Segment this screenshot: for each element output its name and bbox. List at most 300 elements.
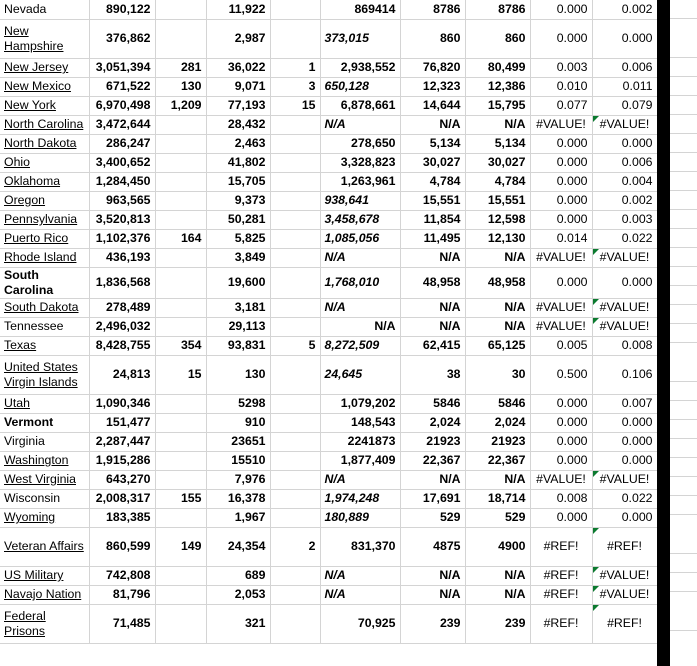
- value-cell[interactable]: 529: [465, 508, 530, 527]
- error-cell[interactable]: #VALUE!: [592, 248, 657, 267]
- value-cell[interactable]: 77,193: [206, 96, 270, 115]
- value-cell[interactable]: [270, 19, 320, 58]
- value-cell[interactable]: 30: [465, 355, 530, 394]
- value-cell[interactable]: [155, 210, 206, 229]
- error-cell[interactable]: #REF!: [530, 604, 592, 643]
- error-cell[interactable]: #REF!: [592, 527, 657, 566]
- value-cell[interactable]: 239: [465, 604, 530, 643]
- value-cell[interactable]: 376,862: [89, 19, 155, 58]
- value-cell[interactable]: [270, 267, 320, 298]
- value-cell[interactable]: 8,428,755: [89, 336, 155, 355]
- value-cell[interactable]: 7,976: [206, 470, 270, 489]
- value-cell[interactable]: 5,825: [206, 229, 270, 248]
- row-label-cell[interactable]: [0, 96, 89, 115]
- value-cell[interactable]: 2,008,317: [89, 489, 155, 508]
- value-cell[interactable]: 0.010: [530, 77, 592, 96]
- value-cell[interactable]: 0.022: [592, 489, 657, 508]
- value-cell[interactable]: 963,565: [89, 191, 155, 210]
- value-cell[interactable]: 0.022: [592, 229, 657, 248]
- row-label-cell[interactable]: [0, 134, 89, 153]
- right-pane-row: [670, 96, 697, 115]
- value-cell[interactable]: N/A: [400, 298, 465, 317]
- value-cell[interactable]: N/A: [465, 248, 530, 267]
- value-cell[interactable]: 278,650: [320, 134, 400, 153]
- value-cell[interactable]: 1,079,202: [320, 394, 400, 413]
- value-cell[interactable]: [155, 566, 206, 585]
- value-cell[interactable]: 8786: [465, 0, 530, 19]
- value-cell[interactable]: 8,272,509: [320, 336, 400, 355]
- value-cell[interactable]: 3,400,652: [89, 153, 155, 172]
- value-cell[interactable]: [155, 394, 206, 413]
- value-cell[interactable]: 15,551: [465, 191, 530, 210]
- value-cell[interactable]: 529: [400, 508, 465, 527]
- row-label: South Dakota: [4, 300, 79, 314]
- value-cell[interactable]: 1,877,409: [320, 451, 400, 470]
- row-label: North Dakota: [4, 136, 77, 150]
- value-cell[interactable]: 71,485: [89, 604, 155, 643]
- row-label-cell[interactable]: [0, 317, 89, 336]
- right-pane-row: [670, 134, 697, 153]
- row-label-cell[interactable]: [0, 58, 89, 77]
- error-cell[interactable]: #VALUE!: [530, 248, 592, 267]
- value-cell[interactable]: 373,015: [320, 19, 400, 58]
- value-cell[interactable]: [155, 134, 206, 153]
- value-cell[interactable]: 0.000: [530, 153, 592, 172]
- value-cell[interactable]: [155, 585, 206, 604]
- value-cell[interactable]: 18,714: [465, 489, 530, 508]
- value-cell[interactable]: [270, 394, 320, 413]
- error-cell[interactable]: #REF!: [592, 604, 657, 643]
- value-cell[interactable]: 0.000: [592, 134, 657, 153]
- error-cell[interactable]: #VALUE!: [530, 115, 592, 134]
- value-cell[interactable]: 0.000: [530, 451, 592, 470]
- value-cell[interactable]: [155, 172, 206, 191]
- value-cell[interactable]: 15: [155, 355, 206, 394]
- value-cell[interactable]: 22,367: [400, 451, 465, 470]
- value-cell[interactable]: N/A: [400, 585, 465, 604]
- row-label-cell[interactable]: [0, 489, 89, 508]
- value-cell[interactable]: 3,328,823: [320, 153, 400, 172]
- value-cell[interactable]: 0.000: [592, 451, 657, 470]
- value-cell[interactable]: 36,022: [206, 58, 270, 77]
- value-cell[interactable]: 21923: [465, 432, 530, 451]
- value-cell[interactable]: N/A: [320, 248, 400, 267]
- row-label-cell[interactable]: [0, 191, 89, 210]
- value-cell[interactable]: 15,551: [400, 191, 465, 210]
- value-cell[interactable]: 4,784: [400, 172, 465, 191]
- value-cell[interactable]: [155, 115, 206, 134]
- value-cell[interactable]: 0.000: [592, 432, 657, 451]
- value-cell[interactable]: [155, 432, 206, 451]
- row-label-cell[interactable]: [0, 229, 89, 248]
- value-cell[interactable]: 0.000: [530, 508, 592, 527]
- value-cell[interactable]: 0.000: [530, 394, 592, 413]
- value-cell[interactable]: 2: [270, 527, 320, 566]
- value-cell[interactable]: N/A: [400, 566, 465, 585]
- value-cell[interactable]: 15,795: [465, 96, 530, 115]
- value-cell[interactable]: N/A: [465, 115, 530, 134]
- value-cell[interactable]: 29,113: [206, 317, 270, 336]
- value-cell[interactable]: 0.002: [592, 191, 657, 210]
- value-cell[interactable]: 8786: [400, 0, 465, 19]
- value-cell[interactable]: 148,543: [320, 413, 400, 432]
- value-cell[interactable]: 3,472,644: [89, 115, 155, 134]
- value-cell[interactable]: 1,915,286: [89, 451, 155, 470]
- error-cell[interactable]: #VALUE!: [592, 115, 657, 134]
- value-cell[interactable]: 0.000: [530, 172, 592, 191]
- row-label-cell[interactable]: [0, 470, 89, 489]
- value-cell[interactable]: 3,051,394: [89, 58, 155, 77]
- value-cell[interactable]: 11,922: [206, 0, 270, 19]
- value-cell[interactable]: 239: [400, 604, 465, 643]
- value-cell[interactable]: [270, 317, 320, 336]
- value-cell[interactable]: 0.000: [530, 19, 592, 58]
- row-label-cell[interactable]: [0, 0, 89, 19]
- value-cell[interactable]: 278,489: [89, 298, 155, 317]
- value-cell[interactable]: 0.079: [592, 96, 657, 115]
- value-cell[interactable]: N/A: [400, 470, 465, 489]
- value-cell[interactable]: 2,024: [400, 413, 465, 432]
- row-label-cell[interactable]: [0, 336, 89, 355]
- row-label-cell[interactable]: [0, 585, 89, 604]
- row-label-cell[interactable]: [0, 153, 89, 172]
- value-cell[interactable]: 2,024: [465, 413, 530, 432]
- value-cell[interactable]: 1,836,568: [89, 267, 155, 298]
- error-cell[interactable]: #VALUE!: [592, 470, 657, 489]
- value-cell[interactable]: [155, 267, 206, 298]
- value-cell[interactable]: 1,284,450: [89, 172, 155, 191]
- row-label-cell[interactable]: [0, 413, 89, 432]
- value-cell[interactable]: 130: [155, 77, 206, 96]
- value-cell[interactable]: 2,496,032: [89, 317, 155, 336]
- value-cell[interactable]: 24,645: [320, 355, 400, 394]
- row-label-cell[interactable]: [0, 210, 89, 229]
- value-cell[interactable]: N/A: [320, 317, 400, 336]
- value-cell[interactable]: 1,102,376: [89, 229, 155, 248]
- value-cell[interactable]: 0.000: [592, 19, 657, 58]
- value-cell[interactable]: [270, 0, 320, 19]
- error-cell[interactable]: #VALUE!: [592, 566, 657, 585]
- value-cell[interactable]: [155, 248, 206, 267]
- value-cell[interactable]: 860,599: [89, 527, 155, 566]
- error-cell[interactable]: #VALUE!: [530, 298, 592, 317]
- value-cell[interactable]: [155, 0, 206, 19]
- value-cell[interactable]: 689: [206, 566, 270, 585]
- value-cell[interactable]: N/A: [320, 298, 400, 317]
- value-cell[interactable]: 0.000: [592, 413, 657, 432]
- value-cell[interactable]: [155, 298, 206, 317]
- value-cell[interactable]: 0.000: [592, 267, 657, 298]
- value-cell[interactable]: [270, 153, 320, 172]
- value-cell[interactable]: 0.500: [530, 355, 592, 394]
- value-cell[interactable]: 12,598: [465, 210, 530, 229]
- value-cell[interactable]: 4900: [465, 527, 530, 566]
- value-cell[interactable]: [270, 172, 320, 191]
- value-cell[interactable]: N/A: [465, 585, 530, 604]
- value-cell[interactable]: N/A: [320, 566, 400, 585]
- value-cell[interactable]: 2,053: [206, 585, 270, 604]
- row-label-cell[interactable]: [0, 508, 89, 527]
- value-cell[interactable]: 4,784: [465, 172, 530, 191]
- value-cell[interactable]: 9,071: [206, 77, 270, 96]
- error-cell[interactable]: #VALUE!: [592, 585, 657, 604]
- value-cell[interactable]: 11,854: [400, 210, 465, 229]
- row-label-cell[interactable]: [0, 298, 89, 317]
- value-cell[interactable]: 2,987: [206, 19, 270, 58]
- value-cell[interactable]: 0.008: [592, 336, 657, 355]
- row-label-cell[interactable]: [0, 566, 89, 585]
- value-cell[interactable]: [155, 413, 206, 432]
- value-cell[interactable]: 28,432: [206, 115, 270, 134]
- value-cell[interactable]: 12,130: [465, 229, 530, 248]
- value-cell[interactable]: 15,705: [206, 172, 270, 191]
- value-cell[interactable]: N/A: [320, 115, 400, 134]
- value-cell[interactable]: 1,967: [206, 508, 270, 527]
- value-cell[interactable]: 11,495: [400, 229, 465, 248]
- row-label-cell[interactable]: [0, 115, 89, 134]
- table-row: [0, 19, 657, 58]
- value-cell[interactable]: 3,458,678: [320, 210, 400, 229]
- value-cell[interactable]: 1,090,346: [89, 394, 155, 413]
- value-cell[interactable]: 5846: [400, 394, 465, 413]
- value-cell[interactable]: 14,644: [400, 96, 465, 115]
- value-cell[interactable]: 0.007: [592, 394, 657, 413]
- value-cell[interactable]: 910: [206, 413, 270, 432]
- value-cell[interactable]: N/A: [320, 470, 400, 489]
- value-cell[interactable]: 1: [270, 58, 320, 77]
- value-cell[interactable]: 30,027: [400, 153, 465, 172]
- value-cell[interactable]: [270, 248, 320, 267]
- value-cell[interactable]: 0.000: [530, 210, 592, 229]
- value-cell[interactable]: [270, 413, 320, 432]
- value-cell[interactable]: 1,768,010: [320, 267, 400, 298]
- value-cell[interactable]: 15510: [206, 451, 270, 470]
- value-cell[interactable]: 38: [400, 355, 465, 394]
- value-cell[interactable]: 65,125: [465, 336, 530, 355]
- error-cell[interactable]: #REF!: [530, 566, 592, 585]
- value-cell[interactable]: 41,802: [206, 153, 270, 172]
- value-cell[interactable]: 742,808: [89, 566, 155, 585]
- value-cell[interactable]: 281: [155, 58, 206, 77]
- value-cell[interactable]: N/A: [400, 115, 465, 134]
- right-pane-row: [670, 573, 697, 592]
- value-cell[interactable]: 9,373: [206, 191, 270, 210]
- value-cell[interactable]: 155: [155, 489, 206, 508]
- value-cell[interactable]: 831,370: [320, 527, 400, 566]
- value-cell[interactable]: 130: [206, 355, 270, 394]
- value-cell[interactable]: N/A: [465, 470, 530, 489]
- value-cell[interactable]: 3,849: [206, 248, 270, 267]
- value-cell[interactable]: 151,477: [89, 413, 155, 432]
- value-cell[interactable]: 286,247: [89, 134, 155, 153]
- value-cell[interactable]: 2,938,552: [320, 58, 400, 77]
- value-cell[interactable]: 180,889: [320, 508, 400, 527]
- value-cell[interactable]: 0.000: [530, 413, 592, 432]
- value-cell[interactable]: [270, 432, 320, 451]
- value-cell[interactable]: [155, 153, 206, 172]
- value-cell[interactable]: 22,367: [465, 451, 530, 470]
- row-label-cell[interactable]: [0, 248, 89, 267]
- value-cell[interactable]: 0.002: [592, 0, 657, 19]
- value-cell[interactable]: 16,378: [206, 489, 270, 508]
- value-cell[interactable]: 0.000: [530, 0, 592, 19]
- value-cell[interactable]: 19,600: [206, 267, 270, 298]
- value-cell[interactable]: 62,415: [400, 336, 465, 355]
- value-cell[interactable]: 3: [270, 77, 320, 96]
- value-cell[interactable]: [270, 451, 320, 470]
- value-cell[interactable]: N/A: [465, 566, 530, 585]
- value-cell[interactable]: 0.006: [592, 153, 657, 172]
- value-cell[interactable]: 50,281: [206, 210, 270, 229]
- value-cell[interactable]: [270, 191, 320, 210]
- value-cell[interactable]: 6,878,661: [320, 96, 400, 115]
- value-cell[interactable]: [270, 585, 320, 604]
- value-cell[interactable]: 3,520,813: [89, 210, 155, 229]
- value-cell[interactable]: 650,128: [320, 77, 400, 96]
- error-cell[interactable]: #VALUE!: [530, 470, 592, 489]
- value-cell[interactable]: N/A: [400, 317, 465, 336]
- value-cell[interactable]: 0.000: [530, 134, 592, 153]
- right-pane-row: [670, 153, 697, 172]
- value-cell[interactable]: 0.005: [530, 336, 592, 355]
- value-cell[interactable]: 0.106: [592, 355, 657, 394]
- value-cell[interactable]: 4875: [400, 527, 465, 566]
- value-cell[interactable]: 0.006: [592, 58, 657, 77]
- value-cell[interactable]: 0.008: [530, 489, 592, 508]
- row-label-cell[interactable]: [0, 77, 89, 96]
- value-cell[interactable]: 0.004: [592, 172, 657, 191]
- value-cell[interactable]: [270, 355, 320, 394]
- value-cell[interactable]: [270, 210, 320, 229]
- value-cell[interactable]: 938,641: [320, 191, 400, 210]
- value-cell[interactable]: 5298: [206, 394, 270, 413]
- value-cell[interactable]: [155, 19, 206, 58]
- value-cell[interactable]: N/A: [400, 248, 465, 267]
- value-cell[interactable]: [155, 317, 206, 336]
- value-cell[interactable]: [270, 115, 320, 134]
- value-cell[interactable]: 93,831: [206, 336, 270, 355]
- value-cell[interactable]: 869414: [320, 0, 400, 19]
- right-pane-row: [670, 267, 697, 286]
- value-cell[interactable]: 183,385: [89, 508, 155, 527]
- value-cell[interactable]: [155, 191, 206, 210]
- value-cell[interactable]: 24,813: [89, 355, 155, 394]
- value-cell[interactable]: [270, 134, 320, 153]
- row-label-cell[interactable]: [0, 19, 89, 58]
- value-cell[interactable]: 5,134: [465, 134, 530, 153]
- value-cell[interactable]: [155, 508, 206, 527]
- value-cell[interactable]: 12,323: [400, 77, 465, 96]
- value-cell[interactable]: N/A: [465, 317, 530, 336]
- value-cell[interactable]: N/A: [465, 298, 530, 317]
- value-cell[interactable]: 5846: [465, 394, 530, 413]
- value-cell[interactable]: 2,287,447: [89, 432, 155, 451]
- value-cell[interactable]: 48,958: [465, 267, 530, 298]
- value-cell[interactable]: 0.014: [530, 229, 592, 248]
- value-cell[interactable]: 436,193: [89, 248, 155, 267]
- value-cell[interactable]: 321: [206, 604, 270, 643]
- row-label-cell[interactable]: [0, 172, 89, 191]
- value-cell[interactable]: 48,958: [400, 267, 465, 298]
- table-row: [0, 267, 657, 298]
- value-cell[interactable]: 860: [465, 19, 530, 58]
- row-label-cell[interactable]: [0, 267, 89, 298]
- value-cell[interactable]: 149: [155, 527, 206, 566]
- row-label-cell[interactable]: [0, 432, 89, 451]
- value-cell[interactable]: 5: [270, 336, 320, 355]
- row-label-cell[interactable]: [0, 394, 89, 413]
- value-cell[interactable]: 354: [155, 336, 206, 355]
- value-cell[interactable]: 0.077: [530, 96, 592, 115]
- value-cell[interactable]: [270, 229, 320, 248]
- value-cell[interactable]: 1,974,248: [320, 489, 400, 508]
- value-cell[interactable]: 6,970,498: [89, 96, 155, 115]
- value-cell[interactable]: 1,085,056: [320, 229, 400, 248]
- value-cell[interactable]: 23651: [206, 432, 270, 451]
- value-cell[interactable]: [155, 470, 206, 489]
- value-cell[interactable]: 5,134: [400, 134, 465, 153]
- value-cell[interactable]: 671,522: [89, 77, 155, 96]
- row-label-cell[interactable]: [0, 355, 89, 394]
- row-label-cell[interactable]: [0, 604, 89, 643]
- value-cell[interactable]: 0.000: [530, 267, 592, 298]
- value-cell[interactable]: [270, 298, 320, 317]
- value-cell[interactable]: [270, 508, 320, 527]
- value-cell[interactable]: 15: [270, 96, 320, 115]
- value-cell[interactable]: 0.000: [530, 432, 592, 451]
- value-cell[interactable]: [270, 566, 320, 585]
- value-cell[interactable]: 643,270: [89, 470, 155, 489]
- error-cell[interactable]: #VALUE!: [592, 298, 657, 317]
- error-cell[interactable]: #VALUE!: [592, 317, 657, 336]
- value-cell[interactable]: 70,925: [320, 604, 400, 643]
- value-cell[interactable]: 12,386: [465, 77, 530, 96]
- value-cell[interactable]: [270, 604, 320, 643]
- value-cell[interactable]: 0.011: [592, 77, 657, 96]
- value-cell[interactable]: 0.000: [530, 191, 592, 210]
- value-cell[interactable]: [270, 489, 320, 508]
- value-cell[interactable]: [270, 470, 320, 489]
- value-cell[interactable]: 0.003: [530, 58, 592, 77]
- error-cell[interactable]: #REF!: [530, 585, 592, 604]
- value-cell[interactable]: [155, 451, 206, 470]
- value-cell[interactable]: 0.000: [592, 508, 657, 527]
- value-cell[interactable]: 24,354: [206, 527, 270, 566]
- value-cell[interactable]: 1,209: [155, 96, 206, 115]
- value-cell[interactable]: 0.003: [592, 210, 657, 229]
- value-cell[interactable]: 2241873: [320, 432, 400, 451]
- value-cell[interactable]: [155, 604, 206, 643]
- value-cell[interactable]: 80,499: [465, 58, 530, 77]
- error-cell[interactable]: #REF!: [530, 527, 592, 566]
- value-cell[interactable]: N/A: [320, 585, 400, 604]
- value-cell[interactable]: 860: [400, 19, 465, 58]
- value-cell[interactable]: 1,263,961: [320, 172, 400, 191]
- value-cell[interactable]: 81,796: [89, 585, 155, 604]
- row-label: South Carolina: [4, 267, 54, 297]
- value-cell[interactable]: 21923: [400, 432, 465, 451]
- row-label-cell[interactable]: [0, 527, 89, 566]
- value-cell[interactable]: 3,181: [206, 298, 270, 317]
- value-cell[interactable]: 17,691: [400, 489, 465, 508]
- value-cell[interactable]: 890,122: [89, 0, 155, 19]
- value-cell[interactable]: 2,463: [206, 134, 270, 153]
- value-cell[interactable]: 76,820: [400, 58, 465, 77]
- value-cell[interactable]: 30,027: [465, 153, 530, 172]
- value-cell[interactable]: 164: [155, 229, 206, 248]
- row-label-cell[interactable]: [0, 451, 89, 470]
- error-cell[interactable]: #VALUE!: [530, 317, 592, 336]
